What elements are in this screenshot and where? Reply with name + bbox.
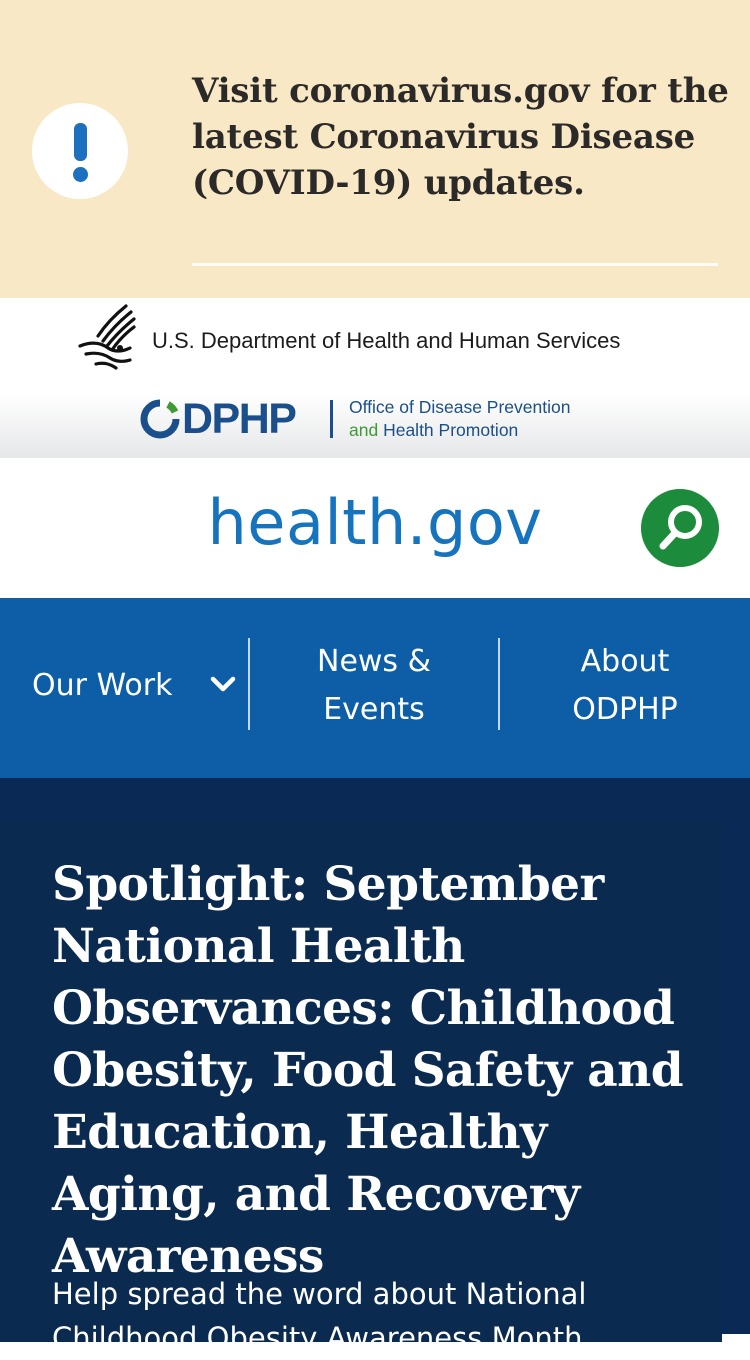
hhs-header — [0, 298, 750, 458]
exclamation-icon — [32, 103, 128, 199]
search-button[interactable] — [641, 489, 719, 567]
spotlight-title[interactable]: Spotlight: September National Health Observances: Childhood Obesity, Food Safety and Education, Healthy Aging, and Recovery Awareness — [52, 857, 683, 1284]
odphp-subtitle-and: and — [349, 420, 379, 440]
nav-item-label: News & — [317, 644, 431, 679]
hhs-eagle-logo-icon[interactable] — [76, 302, 138, 374]
nav-item-news-events[interactable] — [250, 598, 498, 778]
main-navigation — [0, 598, 750, 778]
covid-alert-banner — [0, 0, 750, 298]
spotlight-description: Help spread the word about National Childhood Obesity Awareness Month — [52, 1277, 587, 1355]
nav-item-label: About — [580, 644, 670, 679]
nav-item-label: Our Work — [32, 668, 173, 703]
hhs-department-name[interactable]: U.S. Department of Health and Human Services — [152, 328, 621, 353]
site-header — [0, 458, 750, 598]
alert-divider — [192, 263, 718, 266]
odphp-logo-divider — [330, 400, 333, 438]
nav-item-label: Events — [323, 692, 425, 727]
search-icon — [641, 489, 719, 567]
covid-alert-message[interactable]: Visit coronavirus.gov for the latest Coronavirus Disease (COVID-19) updates. — [192, 71, 729, 203]
odphp-logo-text: DPHP — [182, 395, 296, 443]
site-name-link[interactable]: health.gov — [207, 486, 543, 559]
spotlight-section — [0, 778, 750, 1355]
odphp-logo-subtitle — [349, 396, 570, 442]
nav-item-label: ODPHP — [572, 692, 678, 727]
chevron-down-icon — [210, 674, 236, 696]
odphp-o-mark-icon — [140, 399, 180, 439]
odphp-subtitle-line1: Office of Disease Prevention — [349, 397, 571, 417]
nav-item-about-odphp[interactable] — [500, 598, 750, 778]
odphp-subtitle-line2: Health Promotion — [383, 420, 519, 440]
nav-item-our-work[interactable] — [0, 598, 248, 778]
